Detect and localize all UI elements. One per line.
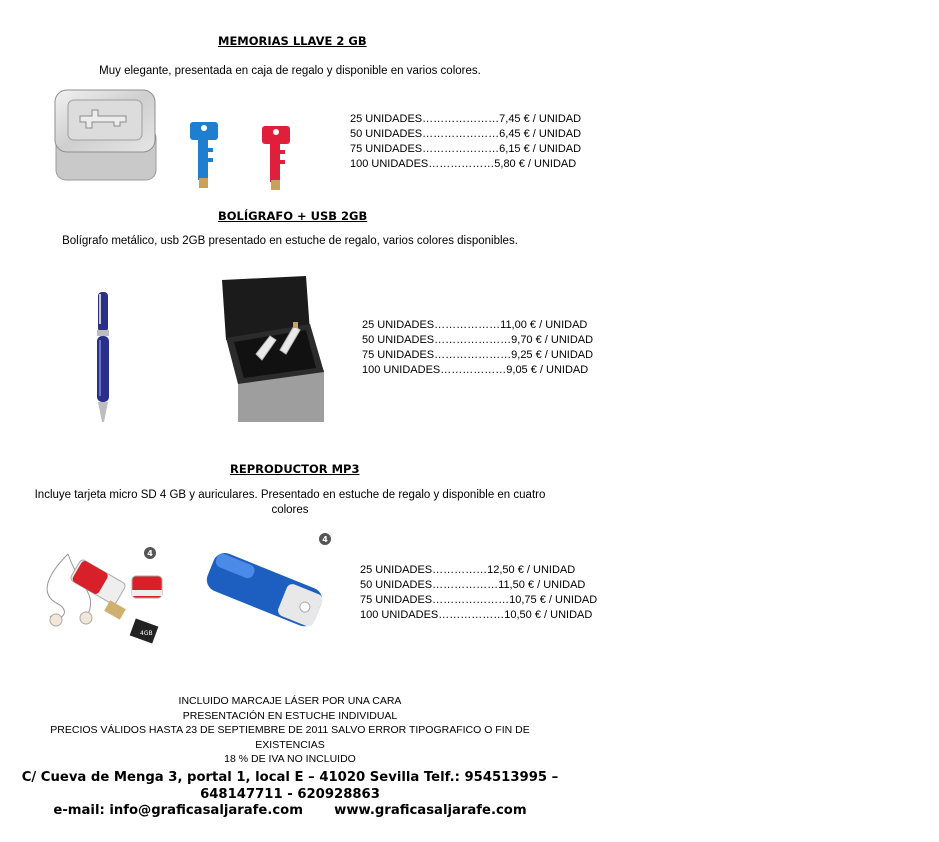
mp3-red-image	[28, 544, 178, 648]
price-row: 50 UNIDADES…………………9,70 € / UNIDAD	[362, 334, 594, 346]
price-row: 25 UNIDADES…………………7,45 € / UNIDAD	[350, 113, 582, 125]
mp3-blue-image	[200, 530, 334, 640]
contact-address: C/ Cueva de Menga 3, portal 1, local E – 41020 Sevilla Telf.: 954513995 –	[21, 770, 559, 785]
tin-gift-box-image	[52, 86, 160, 186]
sd-card-text: 4GB	[140, 630, 153, 637]
section-title-boligrafo: BOLÍGRAFO + USB 2GB	[218, 209, 368, 223]
footer-note-line: INCLUIDO MARCAJE LÁSER POR UNA CARA	[178, 695, 402, 707]
price-row: 25 UNIDADES………………11,00 € / UNIDAD	[362, 319, 588, 331]
price-row: 25 UNIDADES……………12,50 € / UNIDAD	[360, 564, 576, 576]
usb-key-red-image	[260, 124, 292, 192]
price-row: 100 UNIDADES………………9,05 € / UNIDAD	[362, 364, 589, 376]
section-description-mp3: Incluye tarjeta micro SD 4 GB y auriculares. Presentado en estuche de regalo y disponible en cuatro colores	[34, 489, 546, 516]
usb-key-blue-image	[188, 120, 220, 190]
mp3-badge-text: 4	[147, 549, 153, 558]
price-row: 75 UNIDADES…………………10,75 € / UNIDAD	[360, 594, 598, 606]
contact-email[interactable]: e-mail: info@graficasaljarafe.com	[53, 803, 303, 818]
price-list-boligrafo	[362, 318, 593, 378]
price-row: 75 UNIDADES…………………9,25 € / UNIDAD	[362, 349, 594, 361]
mp3-badge-text: 4	[322, 535, 328, 544]
price-list-mp3	[360, 563, 597, 623]
section-description-boligrafo: Bolígrafo metálico, usb 2GB presentado en estuche de regalo, varios colores disponibles.	[62, 235, 518, 247]
price-row: 75 UNIDADES…………………6,15 € / UNIDAD	[350, 143, 582, 155]
contact-web-line	[20, 803, 560, 820]
price-row: 50 UNIDADES…………………6,45 € / UNIDAD	[350, 128, 582, 140]
footer-note-line: PRECIOS VÁLIDOS HASTA 23 DE SEPTIEMBRE DE 2011 SALVO ERROR TIPOGRAFICO O FIN DE EXISTENCIAS	[50, 724, 530, 751]
contact-phones: 648147711 - 620928863	[200, 786, 380, 802]
price-row: 100 UNIDADES………………10,50 € / UNIDAD	[360, 609, 593, 621]
footer-note-line: 18 % DE IVA NO INCLUIDO	[224, 753, 356, 766]
price-list-memorias	[350, 112, 581, 172]
price-row: 50 UNIDADES………………11,50 € / UNIDAD	[360, 579, 586, 591]
pen-usb-image	[90, 288, 116, 428]
contact-website[interactable]: www.graficasaljarafe.com	[334, 803, 527, 818]
footer-notes	[20, 694, 560, 767]
section-title-memorias: MEMORIAS LLAVE 2 GB	[218, 34, 367, 48]
contact-block	[20, 770, 560, 820]
section-title-mp3: REPRODUCTOR MP3	[230, 462, 360, 476]
price-row: 100 UNIDADES………………5,80 € / UNIDAD	[350, 158, 577, 170]
section-description-memorias: Muy elegante, presentada en caja de regalo y disponible en varios colores.	[99, 65, 481, 77]
footer-note-line: PRESENTACIÓN EN ESTUCHE INDIVIDUAL	[182, 709, 398, 722]
pen-gift-box-image	[220, 274, 328, 428]
